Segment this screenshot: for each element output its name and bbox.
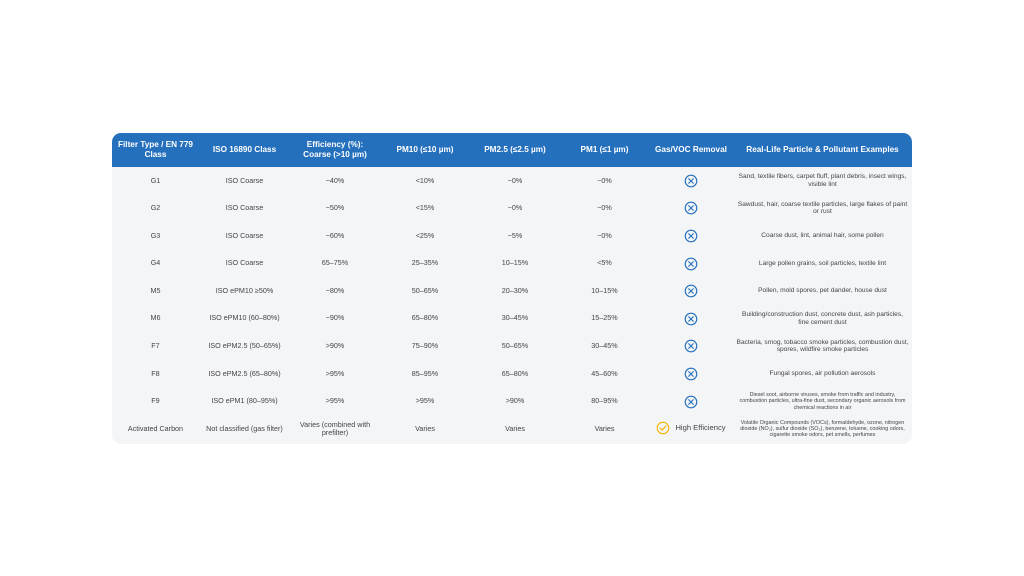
iso-class-cell: ISO ePM1 (80–95%) — [211, 396, 278, 406]
header-examples: Real-Life Particle & Pollutant Examples — [746, 145, 899, 154]
gas-voc-cell — [649, 415, 733, 443]
pm10-cell: <25% — [415, 230, 435, 240]
pm10-cell: 75–90% — [411, 341, 439, 351]
header-coarse-efficiency: Efficiency (%): Coarse (>10 µm) — [303, 140, 367, 159]
header-filter-type: Filter Type / EN 779 Class — [118, 140, 193, 159]
coarse-efficiency-cell: ~80% — [325, 285, 345, 295]
table-header-row — [112, 133, 912, 167]
pm10-cell: Varies — [415, 424, 435, 434]
iso-class-cell: ISO Coarse — [225, 258, 264, 268]
pm10-cell: >95% — [415, 396, 435, 406]
pm1-cell: 10–15% — [591, 285, 618, 295]
pm1-cell: ~0% — [597, 203, 612, 213]
table — [112, 133, 912, 443]
examples-cell: Large pollen grains, soil particles, textile lint — [758, 259, 887, 267]
x-circle-icon — [684, 284, 698, 298]
pm25-cell: ~0% — [507, 203, 523, 213]
pm10-cell: 85–95% — [411, 368, 439, 378]
iso-class-cell: ISO Coarse — [225, 230, 264, 240]
filter-cell: Activated Carbon — [127, 424, 184, 434]
pm1-cell: ~0% — [597, 175, 612, 185]
x-circle-icon — [684, 201, 698, 215]
examples-cell: Volatile Organic Compounds (VOCs), formaldehyde, ozone, nitrogen dioxide (NO₂), sulfur dioxide (SO₂), benzene, toluene, cooking odors, cigarette smoke odors, pet smells, perfumes — [740, 420, 905, 439]
coarse-efficiency-cell: ~40% — [325, 175, 345, 185]
pm10-cell: <15% — [415, 203, 435, 213]
header-pm1: PM1 (≤1 µm) — [580, 145, 629, 154]
coarse-efficiency-cell: ~50% — [325, 203, 345, 213]
table-row — [112, 250, 912, 278]
coarse-efficiency-cell: 65–75% — [321, 258, 349, 268]
gas-voc-cell — [649, 333, 733, 361]
iso-class-cell: ISO ePM10 ≥50% — [215, 285, 274, 295]
iso-class-cell: ISO Coarse — [225, 203, 264, 213]
filter-cell: F9 — [151, 396, 160, 406]
examples-cell: Coarse dust, lint, animal hair, some pollen — [761, 232, 884, 240]
filter-cell: G4 — [150, 258, 161, 268]
x-circle-icon — [684, 229, 698, 243]
check-circle-icon — [656, 421, 670, 435]
filter-cell: F7 — [151, 341, 160, 351]
x-circle-icon — [684, 339, 698, 353]
gas-voc-cell — [649, 360, 733, 388]
pm25-cell: Varies — [505, 424, 525, 434]
pm1-cell: 30–45% — [591, 341, 618, 351]
x-circle-icon — [684, 174, 698, 188]
table-row — [112, 415, 912, 443]
gas-voc-cell — [649, 167, 733, 195]
pm25-cell: ~5% — [507, 230, 523, 240]
gas-voc-label: High Efficiency — [675, 422, 726, 432]
coarse-efficiency-cell: >95% — [325, 368, 345, 378]
examples-cell: Fungal spores, air pollution aerosols — [769, 370, 876, 378]
pm1-cell: 80–95% — [591, 396, 618, 406]
pm1-cell: Varies — [594, 424, 615, 434]
filter-cell: G3 — [150, 230, 161, 240]
filter-cell: F8 — [151, 368, 160, 378]
pm1-cell: 45–60% — [591, 368, 618, 378]
gas-voc-status — [656, 421, 725, 435]
examples-cell: Sawdust, hair, coarse textile particles, large flakes of paint or rust — [737, 200, 908, 216]
table-row — [112, 333, 912, 361]
coarse-efficiency-cell: ~90% — [325, 313, 345, 323]
pm25-cell: 50–65% — [501, 341, 529, 351]
gas-voc-cell — [649, 222, 733, 250]
x-circle-icon — [684, 395, 698, 409]
filter-comparison-table — [112, 133, 912, 444]
iso-class-cell: ISO ePM10 (60–80%) — [209, 313, 280, 323]
pm1-cell: ~0% — [597, 230, 612, 240]
iso-class-cell: ISO Coarse — [225, 175, 264, 185]
coarse-efficiency-cell: Varies (combined with prefilter) — [299, 419, 371, 438]
x-circle-icon — [684, 312, 698, 326]
examples-cell: Bacteria, smog, tobacco smoke particles, combustion dust, spores, wildfire smoke particles — [736, 338, 909, 354]
examples-cell: Diesel soot, airborne viruses, smoke from traffic and industry, combustion particles, ultra-fine dust, secondary organic aerosols from chemical reactions in air — [739, 392, 906, 411]
coarse-efficiency-cell: ~60% — [325, 230, 345, 240]
gas-voc-cell — [649, 195, 733, 223]
gas-voc-cell — [649, 277, 733, 305]
table-row — [112, 277, 912, 305]
pm25-cell: 30–45% — [501, 313, 529, 323]
filter-cell: G1 — [150, 175, 161, 185]
pm10-cell: 65–80% — [411, 313, 439, 323]
iso-class-cell: ISO ePM2.5 (65–80%) — [208, 368, 281, 378]
gas-voc-cell — [649, 305, 733, 333]
pm25-cell: 10–15% — [501, 258, 529, 268]
header-gas-voc: Gas/VOC Removal — [655, 145, 727, 154]
pm10-cell: <10% — [415, 175, 435, 185]
header-iso-class: ISO 16890 Class — [212, 145, 277, 154]
header-pm10: PM10 (≤10 µm) — [396, 145, 454, 154]
coarse-efficiency-cell: >95% — [325, 396, 345, 406]
examples-cell: Building/construction dust, concrete dust, ash particles, fine cement dust — [742, 310, 903, 326]
coarse-efficiency-cell: >90% — [325, 341, 345, 351]
pm25-cell: 20–30% — [501, 285, 529, 295]
table-row — [112, 305, 912, 333]
pm25-cell: 65–80% — [501, 368, 529, 378]
gas-voc-cell — [649, 388, 733, 416]
gas-voc-cell — [649, 250, 733, 278]
examples-cell: Sand, textile fibers, carpet fluff, plant debris, insect wings, visible lint — [738, 173, 907, 188]
iso-class-cell: Not classified (gas filter) — [206, 424, 283, 434]
pm25-cell: ~0% — [507, 175, 523, 185]
pm10-cell: 50–65% — [411, 285, 439, 295]
pm10-cell: 25–35% — [411, 258, 439, 268]
table-row — [112, 167, 912, 195]
table-row — [112, 195, 912, 223]
pm1-cell: <5% — [597, 258, 612, 268]
x-circle-icon — [684, 367, 698, 381]
filter-cell: M5 — [150, 285, 161, 295]
table-row — [112, 222, 912, 250]
filter-cell: G2 — [150, 203, 161, 213]
filter-cell: M6 — [150, 313, 161, 323]
table-row — [112, 360, 912, 388]
table-row — [112, 388, 912, 416]
iso-class-cell: ISO ePM2.5 (50–65%) — [208, 341, 281, 351]
pm1-cell: 15–25% — [591, 313, 618, 323]
x-circle-icon — [684, 257, 698, 271]
pm25-cell: >90% — [505, 396, 525, 406]
header-pm25: PM2.5 (≤2.5 µm) — [484, 145, 546, 154]
examples-cell: Pollen, mold spores, pet dander, house dust — [758, 287, 887, 295]
